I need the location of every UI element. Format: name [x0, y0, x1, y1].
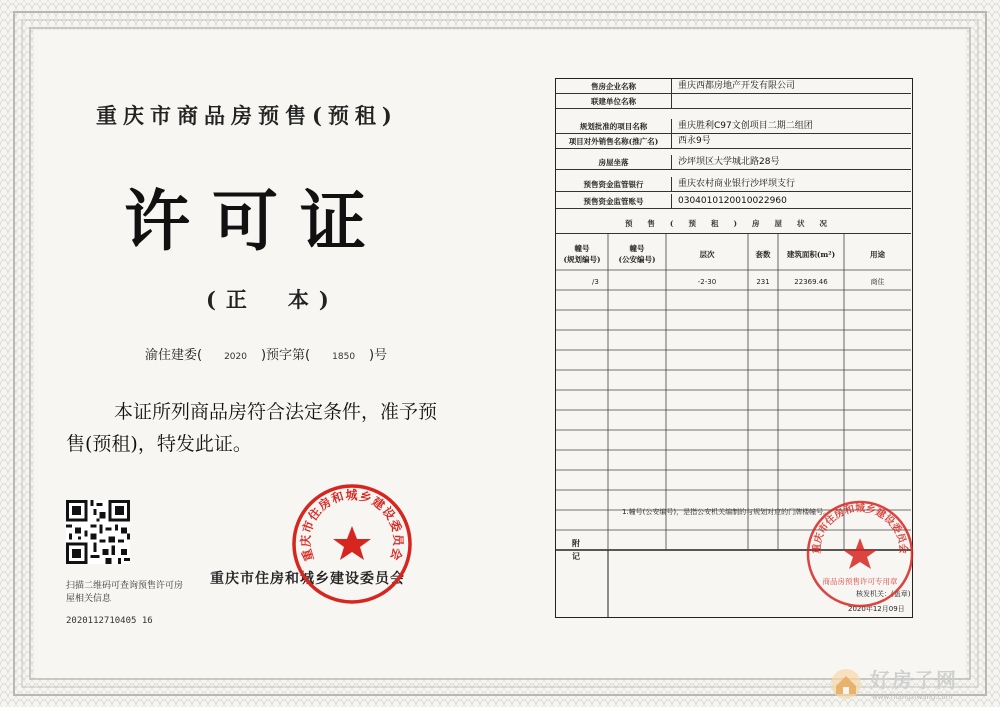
- certificate-statement: 本证所列商品房符合法定条件，准予预售(预租)，特发此证。: [66, 401, 438, 455]
- presale-permit-seal: [804, 498, 916, 610]
- row-label: 联建单位名称: [556, 94, 672, 109]
- column-header-planning-no: [556, 241, 608, 267]
- row-label: 售房企业名称: [556, 79, 672, 94]
- column-header-area: 建筑面积(m²): [786, 249, 836, 259]
- table-row-sales-name: [556, 134, 911, 149]
- column-header-use: 用途: [870, 249, 885, 259]
- certificate-title: 许可证: [124, 182, 388, 260]
- seal-arc-text: 重庆市住房和城乡建设委员会: [298, 488, 406, 563]
- certificate-subtitle: 重庆市商品房预售(预租): [96, 103, 398, 128]
- column-header-units: 套数: [755, 249, 771, 259]
- watermark-url: www.hfangziwang.com: [872, 693, 953, 701]
- cell-area: 22369.46: [794, 278, 828, 286]
- official-seal: [290, 482, 414, 606]
- year-unit: 年: [865, 605, 873, 613]
- cell-planning-no: /3: [592, 278, 599, 286]
- issuing-seal-label: 核发机关：(盖章): [856, 590, 911, 598]
- row-label: 规划批准的项目名称: [556, 119, 672, 134]
- header-line: (规划编号): [563, 255, 601, 264]
- column-header-police-no: [608, 241, 666, 267]
- permit-middle: )预字第(: [260, 348, 311, 363]
- column-header-floors: 层次: [699, 249, 715, 259]
- issuing-authority: 重庆市住房和城乡建设委员会: [210, 571, 405, 587]
- row-label: 预售资金监管账号: [556, 194, 672, 209]
- table-row-escrow-account: [556, 194, 911, 209]
- table-row-location: [556, 155, 911, 170]
- qr-code: [66, 500, 130, 564]
- row-label: 项目对外销售名称(推广名): [556, 134, 672, 149]
- remarks-note: 1.幢号(公安编号)，是指公安机关编制的与规划对应的门牌楼幢号。: [622, 508, 831, 516]
- row-label: 房屋坐落: [556, 155, 672, 170]
- row-value: 重庆西都房地产开发有限公司: [678, 81, 796, 91]
- permit-sequence: 1850: [332, 352, 356, 362]
- seal-arc-text: 重庆市住房和城乡建设委员会: [811, 503, 909, 555]
- table-row-project-name: [556, 119, 911, 134]
- header-line: 幢号: [574, 244, 590, 253]
- table-row-escrow-bank: [556, 177, 911, 192]
- row-value: 沙坪坝区大学城北路28号: [678, 157, 780, 167]
- row-value: 0304010120010022960: [678, 196, 787, 206]
- permit-year: 2020: [224, 352, 247, 362]
- permit-number: [145, 344, 387, 363]
- cell-use: 商住: [870, 278, 885, 286]
- row-label: 预售资金监管银行: [556, 177, 672, 192]
- watermark-text: 好房子网: [870, 668, 958, 692]
- permit-suffix: )号: [369, 348, 388, 363]
- table-row-seller: [556, 79, 911, 94]
- cell-floors: -2-30: [697, 278, 717, 286]
- table-row-joint-builder: [556, 94, 911, 109]
- issue-year: 2020: [848, 605, 866, 613]
- cell-police-no: [608, 277, 666, 288]
- qr-caption: 扫描二维码可查询预售许可房屋相关信息: [66, 581, 184, 604]
- serial-number: 2020112710405 16: [66, 616, 153, 626]
- header-line: (公安编号): [618, 255, 656, 264]
- remarks-label: 附记: [572, 538, 580, 561]
- seal-bottom-text: 商品房预售许可专用章: [822, 577, 898, 586]
- presale-status-heading: 预售(预租)房屋状况: [556, 214, 911, 234]
- permit-prefix: 渝住建委(: [145, 348, 203, 363]
- day-unit: 日: [897, 605, 905, 613]
- cell-units: 231: [756, 278, 770, 286]
- row-value: 重庆农村商业银行沙坪坝支行: [678, 179, 796, 189]
- header-line: 幢号: [629, 244, 645, 253]
- month-unit: 月: [881, 605, 889, 613]
- copy-type-label: (正 本): [206, 287, 339, 312]
- row-value: 西永9号: [678, 136, 711, 146]
- row-value: 重庆胜利C97文创项目二期二组团: [678, 121, 813, 131]
- issue-month: 12: [872, 605, 882, 613]
- issue-day: 09: [888, 605, 898, 613]
